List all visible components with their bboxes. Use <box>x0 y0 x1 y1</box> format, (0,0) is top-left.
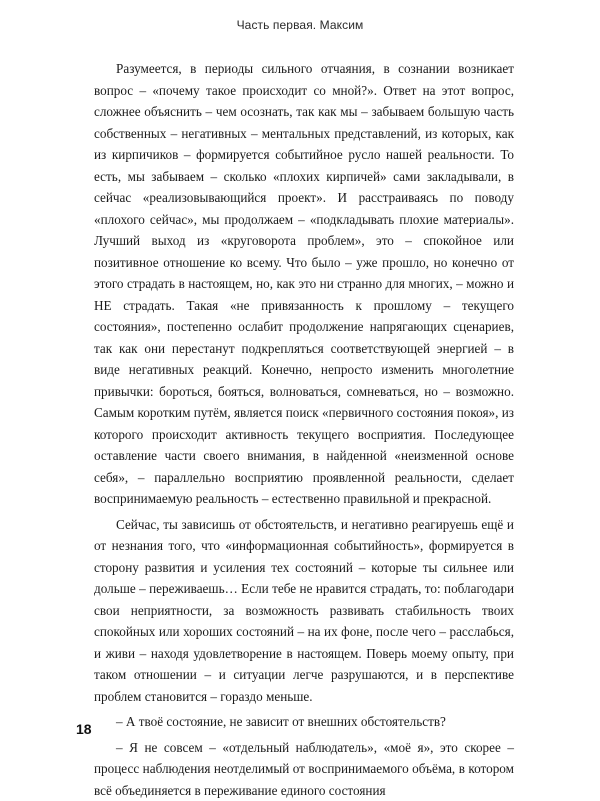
paragraph: Разумеется, в периоды сильного отчаяния, в сознании возникает вопрос – «почему такое происходит со мной?». Ответ на этот вопрос, сложнее объяснить – чем осознать, так как мы – забываем большую часть собственных – негативных – ментальных представлений, из которых, как из кирпичиков – формируется событийное русло нашей реальности. То есть, мы забываем – сколько «плохих кирпичей» сами закладывали, в сейчас «реализовывающийся проект». И расстраиваясь по поводу «плохого сейчас», мы продолжаем – «подкладывать плохие материалы». Лучший выход из «круговорота проблем», это – спокойное или позитивное отношение ко всему. Что было – уже прошло, но конечно от этого страдать в настоящем, но, как это ни странно для многих, – можно и НЕ страдать. Такая «не привязанность к прошлому – текущего состояния», постепенно ослабит продолжение напрягающих сценариев, так как они перестанут подкрепляться соответствующей энергией – в виде негативных реакций. Конечно, непросто изменить многолетние привычки: бороться, бояться, волноваться, сомневаться, но – возможно. Самым коротким путём, является поиск «первичного состояния покоя», из которого происходит активность текущего восприятия. Последующее оставление части своего внимания, в найденной «неизменной основе себя», – параллельно восприятию проявленной реальности, сделает воспринимаемую реальность – естественно правильной и прекрасной. <box>94 58 514 510</box>
dialogue-line: – А твоё состояние, не зависит от внешних обстоятельств? <box>94 711 514 733</box>
running-header: Часть первая. Максим <box>0 18 600 32</box>
paragraph: Сейчас, ты зависишь от обстоятельств, и негативно реагируешь ещё и от незнания того, что «информационная событийность», формируется в сторону развития и усиления тех состояний – которые ты сильнее или дольше – переживаешь… Если тебе не нравится страдать, то: поблагодари свои неприятности, за возможность развивать стабильность твоих спокойных или хороших состояний – на их фоне, после чего – расслабься, и живи – находя удовлетворение в настоящем. Поверь моему опыту, при таком отношении – и ситуации легче разрушаются, и в перспективе проблем становится – гораздо меньше. <box>94 514 514 708</box>
body-text <box>94 58 514 801</box>
dialogue-line: – Я не совсем – «отдельный наблюдатель», «моё я», это скорее – процесс наблюдения неотделимый от воспринимаемого объёма, в котором всё объединяется в переживание единого состояния <box>94 737 514 801</box>
page-number: 18 <box>76 721 92 737</box>
